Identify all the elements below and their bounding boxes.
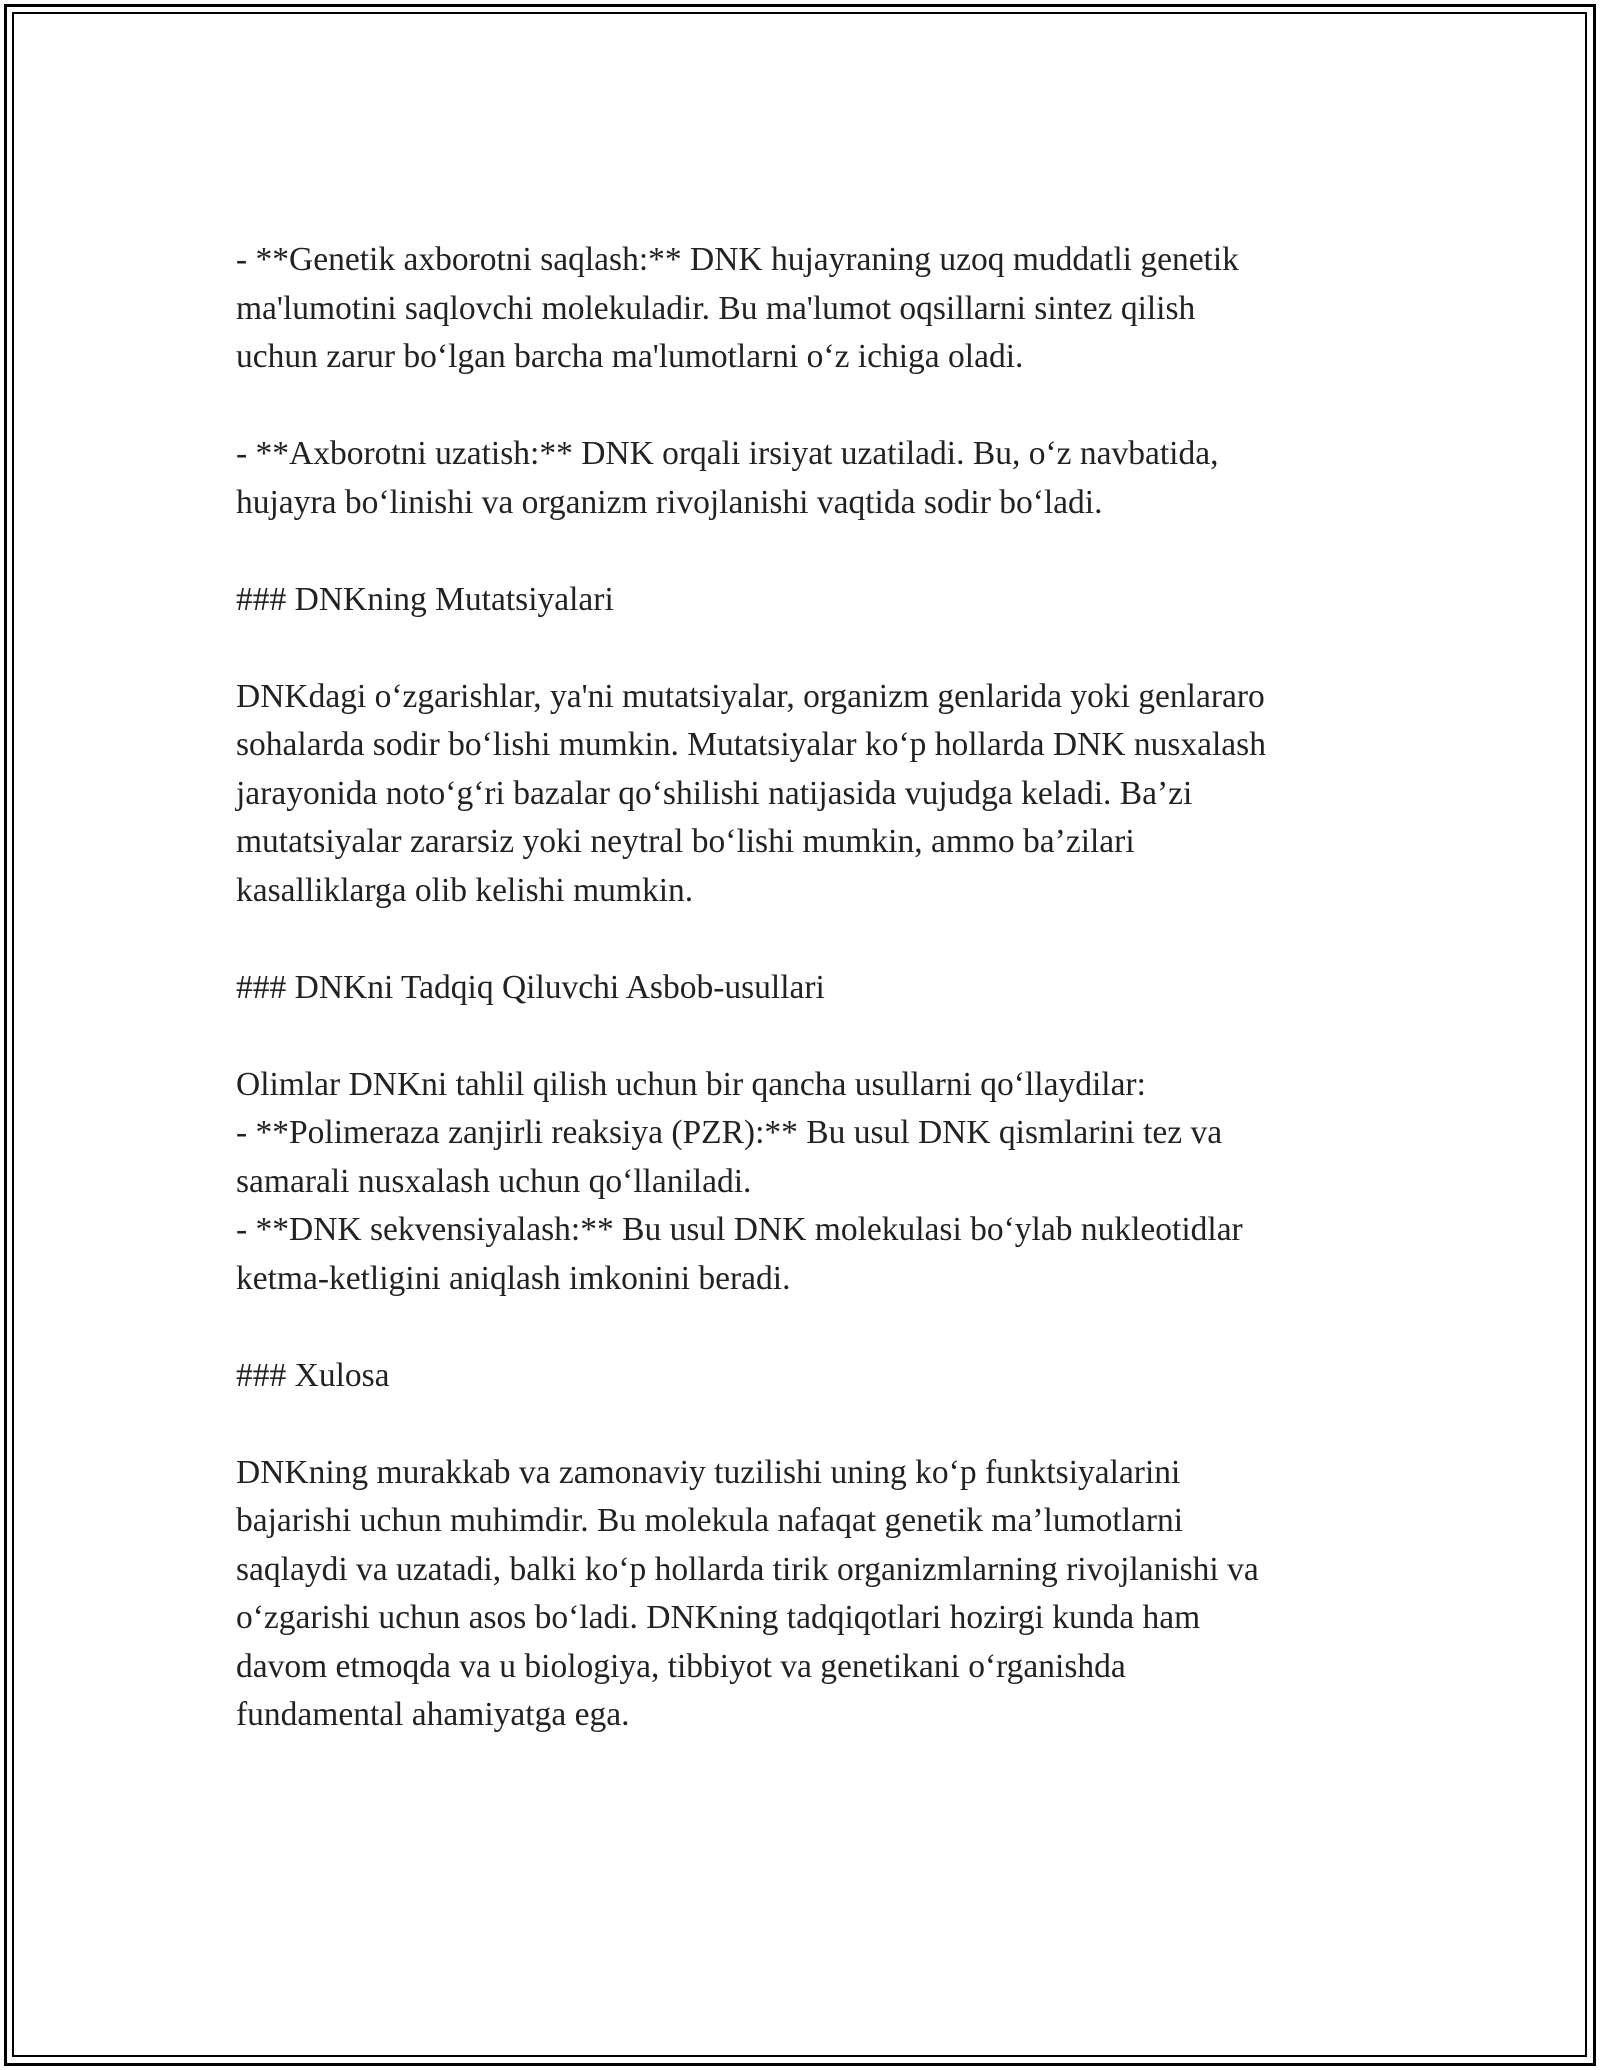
paragraph-gap xyxy=(236,624,1386,673)
text-line: bajarishi uchun muhimdir. Bu molekula nafaqat genetik ma’lumotlarni xyxy=(236,1502,1184,1539)
text-line: ketma-ketligini aniqlash imkonini beradi. xyxy=(236,1259,791,1297)
text-line: fundamental ahamiyatga ega. xyxy=(236,1696,630,1733)
text-line: saqlaydi va uzatadi, balki ko‘p hollarda tirik organizmlarning rivojlanishi va xyxy=(236,1550,1259,1588)
text-line: jarayonida noto‘g‘ri bazalar qo‘shilishi natijasida vujudga keladi. Ba’zi xyxy=(236,774,1193,812)
paragraph-gap xyxy=(236,382,1386,431)
section-heading: ### Xulosa xyxy=(236,1356,390,1394)
text-line: - **Genetik axborotni saqlash:** DNK hujayraning uzoq muddatli genetik xyxy=(236,241,1239,278)
text-line: hujayra bo‘linishi va organizm rivojlanishi vaqtida sodir bo‘ladi. xyxy=(236,483,1103,521)
text-line: mutatsiyalar zararsiz yoki neytral bo‘lishi mumkin, ammo ba’zilari xyxy=(236,823,1135,860)
document-body xyxy=(236,236,1386,1740)
paragraph-gap xyxy=(236,527,1386,576)
text-line: DNKning murakkab va zamonaviy tuzilishi uning ko‘p funktsiyalarini xyxy=(236,1453,1181,1491)
text-line: davom etmoqda va u biologiya, tibbiyot va genetikani o‘rganishda xyxy=(236,1647,1126,1685)
text-line: o‘zgarishi uchun asos bo‘ladi. DNKning tadqiqotlari hozirgi kunda ham xyxy=(236,1599,1201,1636)
text-line: DNKdagi o‘zgarishlar, ya'ni mutatsiyalar, organizm genlarida yoki genlararo xyxy=(236,677,1265,715)
text-line: uchun zarur bo‘lgan barcha ma'lumotlarni o‘z ichiga oladi. xyxy=(236,338,1024,375)
paragraph-gap xyxy=(236,1012,1386,1061)
section-heading: ### DNKning Mutatsiyalari xyxy=(236,580,614,618)
heading-research-methods xyxy=(236,964,1386,1013)
text-line: sohalarda sodir bo‘lishi mumkin. Mutatsiyalar ko‘p hollarda DNK nusxalash xyxy=(236,726,1266,763)
text-line: ma'lumotini saqlovchi molekuladir. Bu ma'lumot oqsillarni sintez qilish xyxy=(236,289,1196,327)
heading-conclusion xyxy=(236,1352,1386,1401)
paragraph-research-methods xyxy=(236,1061,1386,1304)
text-line: - **Axborotni uzatish:** DNK orqali irsiyat uzatiladi. Bu, o‘z navbatida, xyxy=(236,435,1219,472)
paragraph-mutations xyxy=(236,673,1386,916)
section-heading: ### DNKni Tadqiq Qiluvchi Asbob-usullari xyxy=(236,968,825,1006)
text-line: samarali nusxalash uchun qo‘llaniladi. xyxy=(236,1162,752,1200)
paragraph-gap xyxy=(236,915,1386,964)
bullet-information-transfer xyxy=(236,430,1386,527)
paragraph-gap xyxy=(236,1400,1386,1449)
heading-mutations xyxy=(236,576,1386,625)
text-line: - **DNK sekvensiyalash:** Bu usul DNK molekulasi bo‘ylab nukleotidlar xyxy=(236,1211,1243,1248)
bullet-genetic-storage xyxy=(236,236,1386,382)
text-line: kasalliklarga olib kelishi mumkin. xyxy=(236,871,694,909)
paragraph-gap xyxy=(236,1303,1386,1352)
text-line: Olimlar DNKni tahlil qilish uchun bir qancha usullarni qo‘llaydilar: xyxy=(236,1065,1146,1103)
paragraph-conclusion xyxy=(236,1449,1386,1740)
text-line: - **Polimeraza zanjirli reaksiya (PZR):** Bu usul DNK qismlarini tez va xyxy=(236,1114,1223,1151)
